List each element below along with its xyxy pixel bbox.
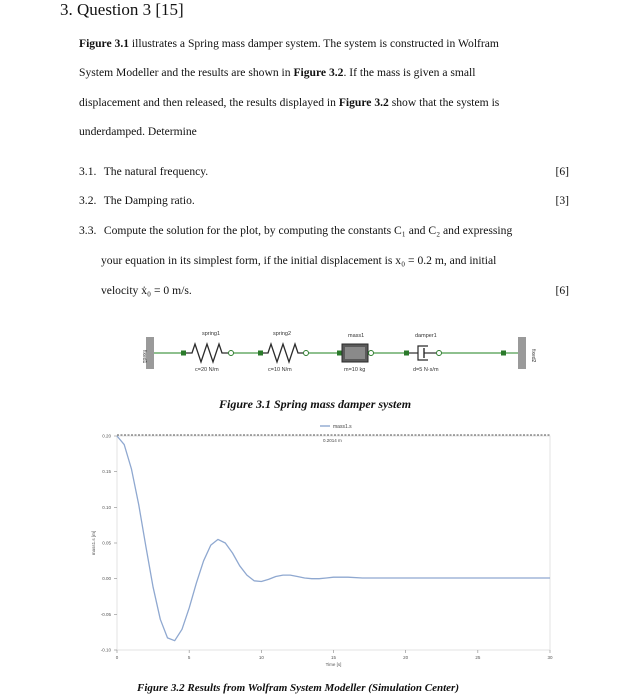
damper-icon — [409, 346, 436, 360]
intro-line-4: underdamped. Determine — [79, 125, 197, 138]
flange-icon — [501, 351, 506, 356]
spring2-param: c=10 N/m — [268, 367, 292, 373]
simulation-chart — [85, 420, 555, 670]
question-3-3-line-3 — [101, 284, 569, 297]
flange-icon — [181, 351, 186, 356]
question-text: Compute the solution for the plot, by computing the constants C₁ and C₂ and expressing — [103, 224, 513, 237]
x-tick-label: 5 — [187, 655, 191, 660]
x-tick-label: 20 — [403, 655, 409, 660]
mass-param: m=10 kg — [344, 367, 366, 373]
question-text: The natural frequency. — [103, 165, 209, 178]
flange-icon — [337, 351, 342, 356]
flange-icon — [304, 351, 309, 356]
flange-icon — [369, 351, 374, 356]
y-tick-label: 0.20 — [102, 433, 111, 439]
legend-label: mass1.s — [333, 424, 352, 430]
fig-ref: Figure 3.2 — [338, 96, 389, 109]
spring-mass-damper-diagram — [140, 325, 540, 387]
fixed-right-label: fixed2 — [530, 349, 536, 363]
flange-icon — [437, 351, 442, 356]
spring1-param: c=20 N/m — [195, 367, 219, 373]
y-tick-label: 0.05 — [102, 540, 111, 546]
x-tick-label: 15 — [330, 655, 337, 660]
question-3-3 — [79, 224, 569, 237]
y-tick-label: 0.00 — [102, 576, 111, 582]
value-annotation: 0.2014 m — [323, 438, 342, 443]
damper-label: damper1 — [415, 333, 437, 339]
question-3-2 — [79, 194, 569, 207]
question-marks: [6] — [555, 284, 569, 297]
question-3-1 — [79, 165, 569, 178]
x-tick-label: 25 — [475, 655, 481, 660]
intro-text: displacement and then released, the results displayed in — [79, 96, 339, 109]
question-number: 3.1. — [79, 165, 97, 178]
flange-icon — [229, 351, 234, 356]
mass-label: mass1 — [348, 333, 365, 339]
spring2-label: spring2 — [273, 331, 292, 337]
fig-ref: Figure 3.2 — [293, 66, 344, 79]
question-marks: [3] — [555, 194, 569, 207]
question-marks: [6] — [555, 165, 569, 178]
damper-param: d=5 N·s/m — [413, 367, 439, 373]
x-tick-label: 10 — [258, 655, 264, 660]
question-number: 3.2. — [79, 194, 97, 207]
flange-icon — [258, 351, 263, 356]
question-heading: 3. Question 3 [15] — [60, 0, 184, 19]
intro-line-1 — [79, 37, 499, 50]
fixed-right-block — [518, 337, 526, 369]
intro-line-2 — [79, 66, 476, 79]
y-tick-label: 0.10 — [102, 504, 111, 510]
y-tick-label: -0.05 — [100, 611, 111, 617]
question-text: The Damping ratio. — [103, 194, 195, 207]
spring2-icon — [263, 344, 303, 362]
intro-text: illustrates a Spring mass damper system. The system is constructed in Wolfram — [129, 37, 499, 50]
figure-3-1-caption: Figure 3.1 Spring mass damper system — [219, 397, 412, 411]
intro-text: . If the mass is given a small — [343, 66, 476, 79]
mass-highlight — [345, 347, 365, 359]
fixed-left-label: fixed1 — [141, 350, 147, 364]
fig-ref: Figure 3.1 — [79, 37, 130, 50]
y-axis-label: mass1.s [m] — [91, 530, 96, 556]
spring1-label: spring1 — [202, 331, 221, 337]
x-tick-label: 30 — [547, 655, 553, 660]
intro-text: show that the system is — [388, 96, 500, 109]
intro-text: System Modeller and the results are shown in — [79, 66, 294, 79]
y-tick-label: 0.15 — [102, 469, 111, 475]
x-tick-label: 0 — [115, 655, 119, 660]
flange-icon — [404, 351, 409, 356]
question-3-3-line-2: your equation in its simplest form, if the initial displacement is x₀ = 0.2 m, and initial — [101, 254, 497, 267]
plot-area — [117, 436, 550, 650]
x-axis-label: Time [s] — [325, 662, 342, 667]
question-number: 3.3. — [79, 224, 97, 237]
question-text: velocity ẋ₀ = 0 m/s. — [101, 284, 192, 297]
y-tick-label: -0.10 — [100, 647, 111, 653]
figure-3-2-caption: Figure 3.2 Results from Wolfram System Modeller (Simulation Center) — [137, 682, 459, 694]
intro-line-3 — [79, 96, 499, 109]
spring1-icon — [186, 344, 228, 362]
